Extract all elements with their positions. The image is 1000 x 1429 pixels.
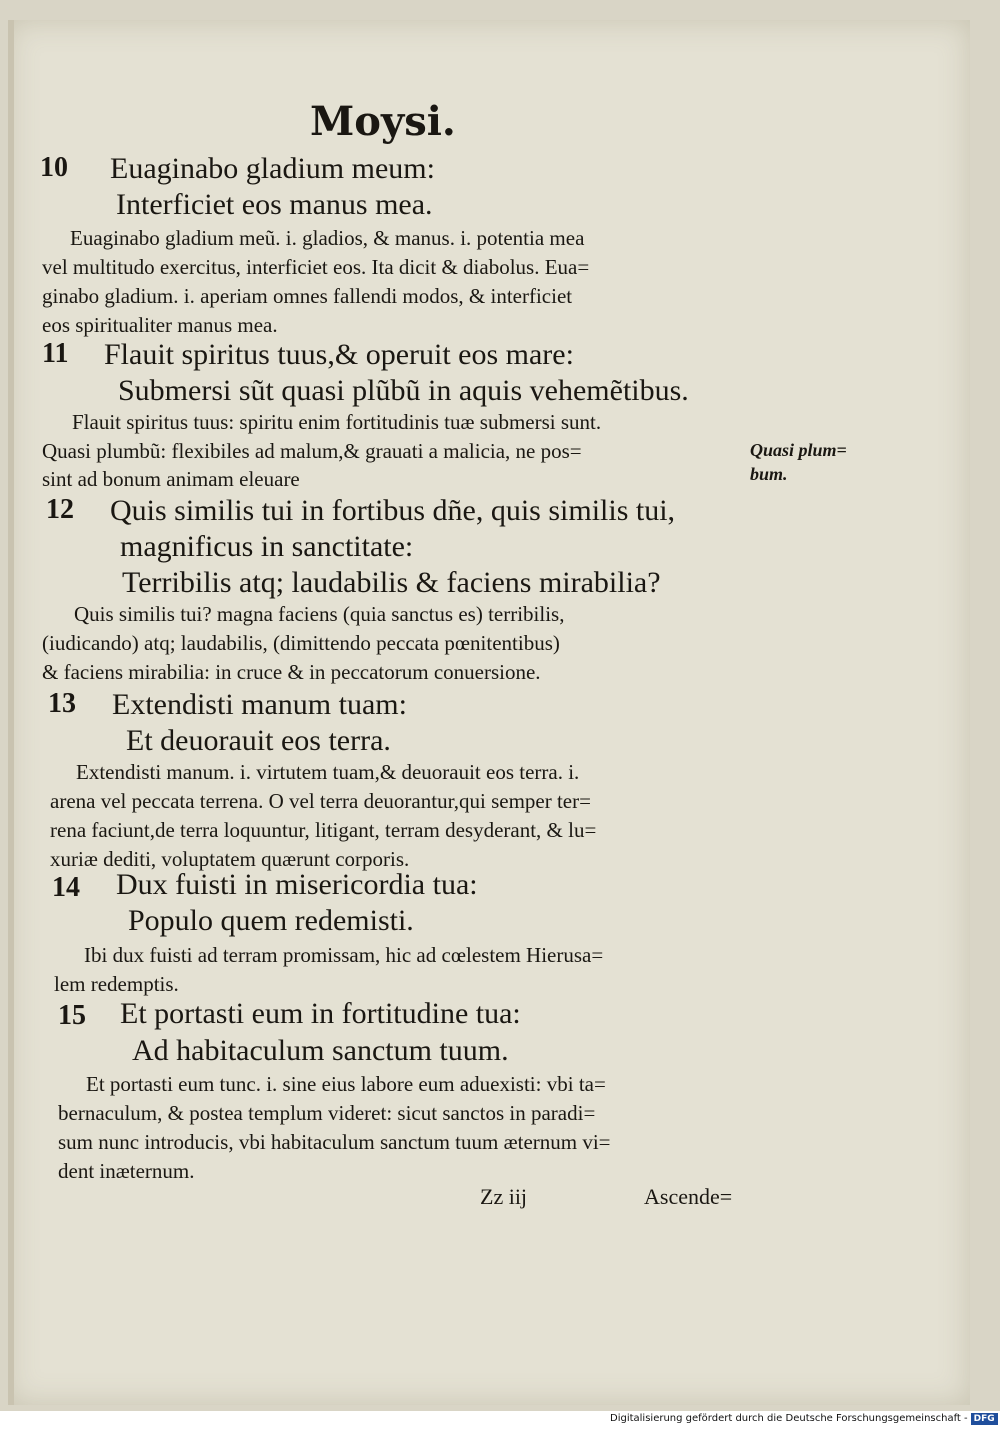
gloss-line: dent inæternum. (58, 1159, 195, 1183)
gloss-line: vel multitudo exercitus, interficiet eos. Ita dicit & diabolus. Eua= (42, 255, 590, 279)
gloss-line: (iudicando) atq; laudabilis, (dimittendo peccata pœnitentibus) (42, 631, 560, 655)
gloss-line: bernaculum, & postea templum videret: sicut sanctos in paradi= (58, 1101, 596, 1125)
verse-number: 14 (52, 872, 80, 903)
gloss-line: arena vel peccata terrena. O vel terra deuorantur,qui semper ter= (50, 789, 591, 813)
gloss-line: Quis similis tui? magna faciens (quia sanctus es) terribilis, (74, 602, 565, 626)
verse-number: 11 (42, 338, 69, 369)
verse-number: 12 (46, 494, 74, 525)
page-gutter-edge (8, 20, 14, 1405)
gloss-line: Extendisti manum. i. virtutem tuam,& deuorauit eos terra. i. (76, 760, 580, 784)
gloss-line: sint ad bonum animam eleuare (42, 467, 300, 491)
gloss-line: rena faciunt,de terra loquuntur, litigant, terram desyderant, & lu= (50, 818, 597, 842)
running-head: Moysi. (310, 98, 456, 145)
gloss-line: eos spiritualiter manus mea. (42, 313, 278, 337)
gloss-line: Flauit spiritus tuus: spiritu enim fortitudinis tuæ submersi sunt. (72, 410, 602, 434)
gloss-line: ginabo gladium. i. aperiam omnes fallendi modos, & interficiet (42, 284, 573, 308)
gloss-line: Et portasti eum tunc. i. sine eius labore eum aduexisti: vbi ta= (86, 1072, 606, 1096)
credit-text: Digitalisierung gefördert durch die Deutsche Forschungsgemeinschaft - (610, 1413, 968, 1424)
verse-line: Interficiet eos manus mea. (116, 188, 433, 221)
catchword: Ascende= (644, 1184, 733, 1209)
gloss-line: sum nunc introducis, vbi habitaculum sanctum tuum æternum vi= (58, 1130, 611, 1154)
dfg-logo: DFG (971, 1413, 998, 1425)
verse-line: Et deuorauit eos terra. (126, 724, 391, 757)
gloss-line: Quasi plumbũ: flexibiles ad malum,& grauati a malicia, ne pos= (42, 439, 582, 463)
gloss-line: xuriæ dediti, voluptatem quærunt corporis. (50, 847, 410, 871)
gloss-line: lem redemptis. (54, 972, 179, 996)
verse-number: 10 (40, 152, 68, 183)
gloss-line: Ibi dux fuisti ad terram promissam, hic ad cœlestem Hierusa= (84, 943, 604, 967)
verse-line: Terribilis atq; laudabilis & faciens mirabilia? (122, 566, 661, 599)
gloss-line: Euaginabo gladium meũ. i. gladios, & manus. i. potentia mea (70, 226, 585, 250)
verse-number: 15 (58, 1000, 86, 1031)
verse-line: Submersi sũt quasi plũbũ in aquis vehemẽtibus. (118, 374, 689, 407)
verse-line: Flauit spiritus tuus,& operuit eos mare: (104, 338, 574, 371)
verse-line: magnificus in sanctitate: (120, 530, 414, 563)
verse-line: Quis similis tui in fortibus dñe, quis similis tui, (110, 494, 676, 527)
verse-number: 13 (48, 688, 76, 719)
verse-line: Euaginabo gladium meum: (110, 152, 435, 185)
verse-line: Dux fuisti in misericordia tua: (116, 868, 478, 901)
verse-line: Ad habitaculum sanctum tuum. (132, 1034, 509, 1067)
verse-line: Extendisti manum tuam: (112, 688, 407, 721)
marginal-note: bum. (750, 464, 788, 484)
gloss-line: & faciens mirabilia: in cruce & in peccatorum conuersione. (42, 660, 541, 684)
signature-mark: Zz iij (480, 1184, 528, 1209)
verse-line: Et portasti eum in fortitudine tua: (120, 997, 521, 1030)
marginal-note: Quasi plum= (750, 440, 847, 460)
digitization-credit (610, 1413, 998, 1425)
verse-line: Populo quem redemisti. (128, 904, 414, 937)
